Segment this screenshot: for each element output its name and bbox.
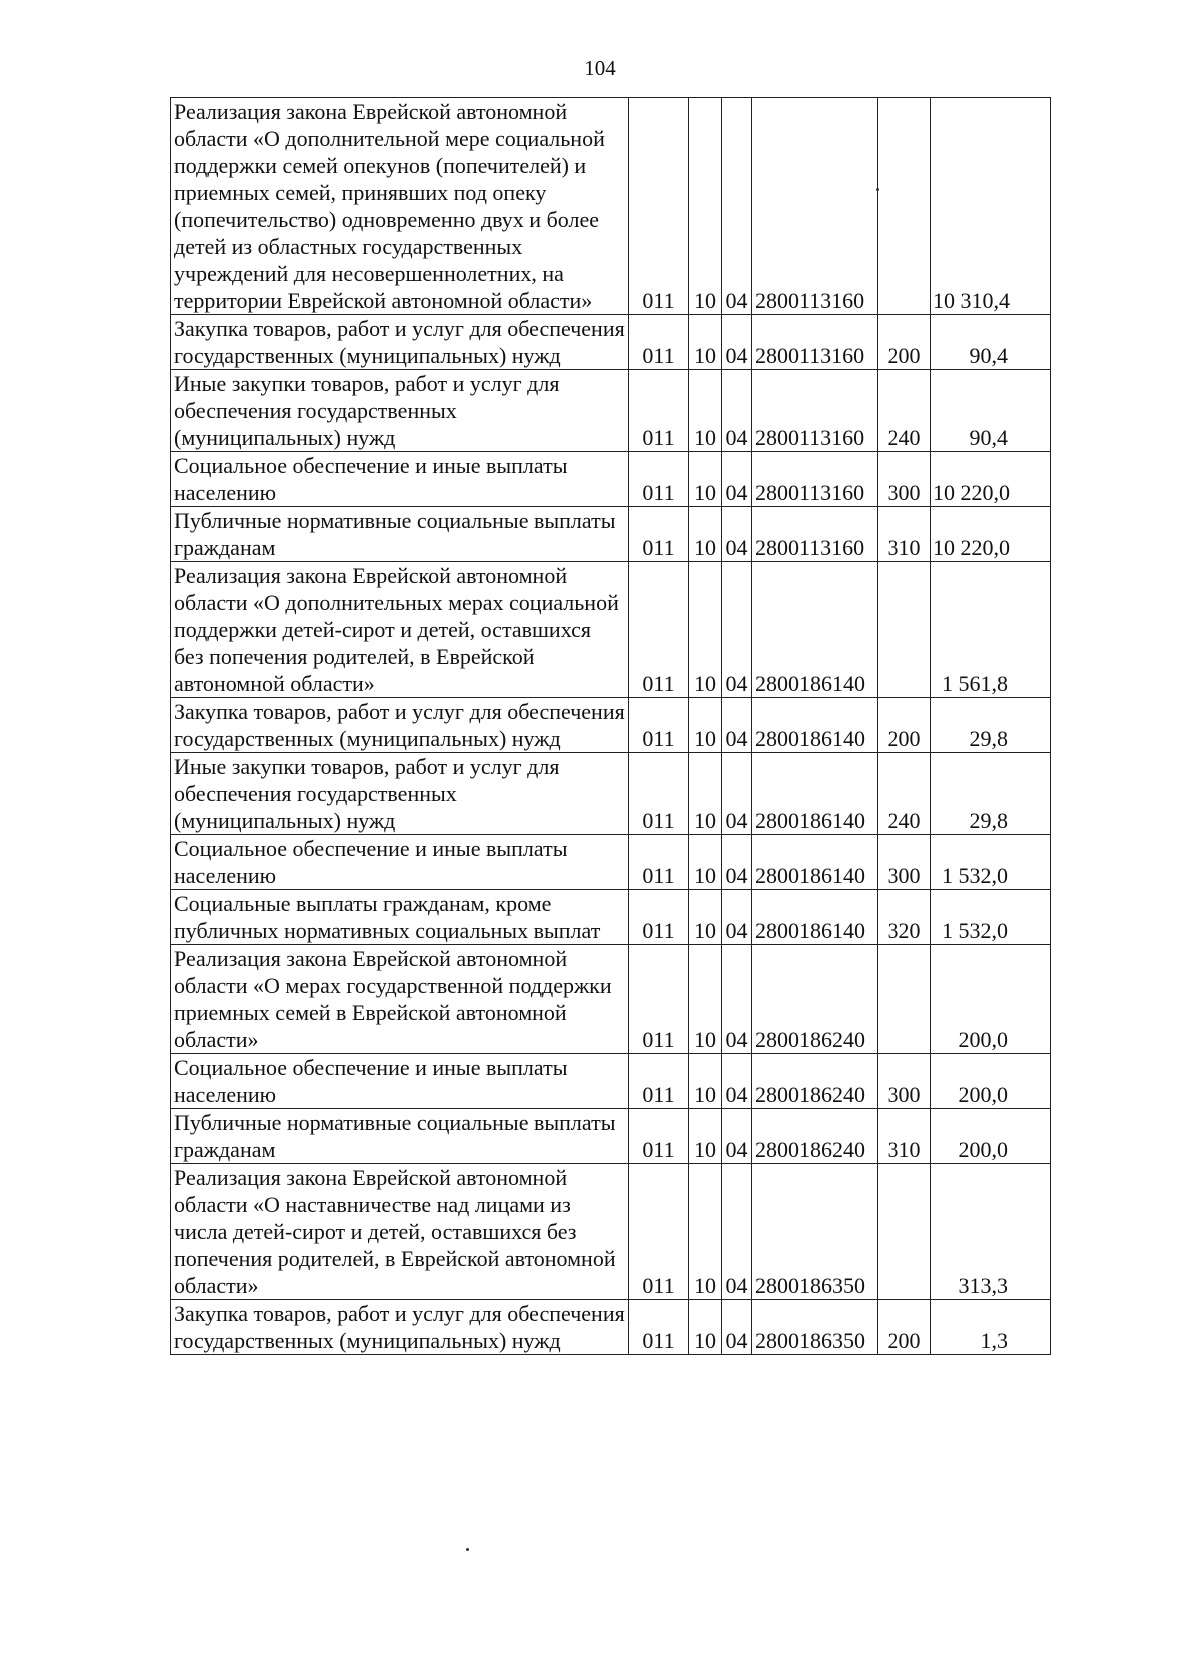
row-name-cell: Закупка товаров, работ и услуг для обеспечения государственных (муниципальных) нужд	[171, 315, 629, 370]
amount-cell: 200,0	[931, 1109, 1051, 1164]
amount-cell: 1 532,0	[931, 835, 1051, 890]
subsection-code-cell: 04	[722, 507, 752, 562]
table-row	[171, 945, 1051, 1054]
amount-cell: 29,8	[931, 698, 1051, 753]
table-row	[171, 370, 1051, 452]
row-name-cell: Иные закупки товаров, работ и услуг для обеспечения государственных (муниципальных) нужд	[171, 370, 629, 452]
amount-cell: 90,4	[931, 315, 1051, 370]
subsection-code-cell: 04	[722, 890, 752, 945]
section-code-cell: 10	[689, 1109, 722, 1164]
table-row	[171, 1054, 1051, 1109]
table-row	[171, 452, 1051, 507]
row-name-cell: Социальное обеспечение и иные выплаты населению	[171, 452, 629, 507]
amount-cell: 29,8	[931, 753, 1051, 835]
amount-cell: 10 220,0	[931, 507, 1051, 562]
target-article-cell: 2800186350	[752, 1300, 878, 1355]
subsection-code-cell: 04	[722, 753, 752, 835]
section-code-cell: 10	[689, 507, 722, 562]
admin-code-cell: 011	[629, 452, 689, 507]
subsection-code-cell: 04	[722, 452, 752, 507]
subsection-code-cell: 04	[722, 98, 752, 315]
page-number: 104	[584, 56, 616, 80]
expense-type-cell: 310	[878, 507, 931, 562]
target-article-cell: 2800186140	[752, 753, 878, 835]
subsection-code-cell: 04	[722, 562, 752, 698]
section-code-cell: 10	[689, 1164, 722, 1300]
row-name-cell: Реализация закона Еврейской автономной области «О наставничестве над лицами из числа детей-сирот и детей, оставшихся без попечения родителей, в Еврейской автономной области»	[171, 1164, 629, 1300]
expense-type-cell	[878, 98, 931, 315]
table-row	[171, 753, 1051, 835]
amount-cell: 1,3	[931, 1300, 1051, 1355]
amount-cell: 1 532,0	[931, 890, 1051, 945]
table-row	[171, 1164, 1051, 1300]
row-name-cell: Реализация закона Еврейской автономной области «О мерах государственной поддержки приемных семей в Еврейской автономной области»	[171, 945, 629, 1054]
table-row	[171, 507, 1051, 562]
expense-type-cell: 300	[878, 452, 931, 507]
table-body	[171, 98, 1051, 1355]
admin-code-cell: 011	[629, 1164, 689, 1300]
section-code-cell: 10	[689, 315, 722, 370]
admin-code-cell: 011	[629, 1109, 689, 1164]
amount-cell: 10 220,0	[931, 452, 1051, 507]
target-article-cell: 2800186350	[752, 1164, 878, 1300]
admin-code-cell: 011	[629, 753, 689, 835]
budget-table	[170, 97, 1051, 1355]
scan-speck	[876, 188, 879, 191]
row-name-cell: Социальное обеспечение и иные выплаты населению	[171, 835, 629, 890]
section-code-cell: 10	[689, 835, 722, 890]
target-article-cell: 2800186240	[752, 945, 878, 1054]
amount-cell: 313,3	[931, 1164, 1051, 1300]
admin-code-cell: 011	[629, 698, 689, 753]
target-article-cell: 2800113160	[752, 315, 878, 370]
expense-type-cell: 320	[878, 890, 931, 945]
amount-cell: 90,4	[931, 370, 1051, 452]
target-article-cell: 2800186140	[752, 835, 878, 890]
expense-type-cell	[878, 945, 931, 1054]
row-name-cell: Реализация закона Еврейской автономной области «О дополнительных мерах социальной поддержки детей-сирот и детей, оставшихся без попечения родителей, в Еврейской автономной области»	[171, 562, 629, 698]
target-article-cell: 2800113160	[752, 370, 878, 452]
section-code-cell: 10	[689, 98, 722, 315]
target-article-cell: 2800113160	[752, 507, 878, 562]
target-article-cell: 2800186140	[752, 698, 878, 753]
section-code-cell: 10	[689, 1054, 722, 1109]
subsection-code-cell: 04	[722, 370, 752, 452]
admin-code-cell: 011	[629, 98, 689, 315]
expense-type-cell: 300	[878, 835, 931, 890]
target-article-cell: 2800113160	[752, 98, 878, 315]
admin-code-cell: 011	[629, 945, 689, 1054]
table-row	[171, 698, 1051, 753]
section-code-cell: 10	[689, 698, 722, 753]
subsection-code-cell: 04	[722, 1300, 752, 1355]
section-code-cell: 10	[689, 452, 722, 507]
expense-type-cell: 200	[878, 315, 931, 370]
table-row	[171, 890, 1051, 945]
amount-cell: 1 561,8	[931, 562, 1051, 698]
table-row	[171, 562, 1051, 698]
admin-code-cell: 011	[629, 890, 689, 945]
table-row	[171, 835, 1051, 890]
row-name-cell: Иные закупки товаров, работ и услуг для обеспечения государственных (муниципальных) нужд	[171, 753, 629, 835]
row-name-cell: Закупка товаров, работ и услуг для обеспечения государственных (муниципальных) нужд	[171, 698, 629, 753]
section-code-cell: 10	[689, 370, 722, 452]
scan-speck	[466, 1548, 469, 1551]
row-name-cell: Публичные нормативные социальные выплаты гражданам	[171, 1109, 629, 1164]
section-code-cell: 10	[689, 753, 722, 835]
admin-code-cell: 011	[629, 315, 689, 370]
amount-cell: 200,0	[931, 1054, 1051, 1109]
admin-code-cell: 011	[629, 835, 689, 890]
expense-type-cell: 200	[878, 698, 931, 753]
section-code-cell: 10	[689, 562, 722, 698]
admin-code-cell: 011	[629, 370, 689, 452]
row-name-cell: Социальное обеспечение и иные выплаты населению	[171, 1054, 629, 1109]
section-code-cell: 10	[689, 1300, 722, 1355]
table-row	[171, 1300, 1051, 1355]
expense-type-cell	[878, 1164, 931, 1300]
subsection-code-cell: 04	[722, 945, 752, 1054]
admin-code-cell: 011	[629, 1054, 689, 1109]
section-code-cell: 10	[689, 890, 722, 945]
table-row	[171, 98, 1051, 315]
row-name-cell: Реализация закона Еврейской автономной области «О дополнительной мере социальной поддержки семей опекунов (попечителей) и приемных семей, принявших под опеку (попечительство) одновременно двух и более детей из областных государственных учреждений для несовершеннолетних, на территории Еврейской автономной области»	[171, 98, 629, 315]
subsection-code-cell: 04	[722, 315, 752, 370]
table-row	[171, 315, 1051, 370]
subsection-code-cell: 04	[722, 835, 752, 890]
admin-code-cell: 011	[629, 1300, 689, 1355]
section-code-cell: 10	[689, 945, 722, 1054]
table-row	[171, 1109, 1051, 1164]
expense-type-cell: 240	[878, 370, 931, 452]
target-article-cell: 2800113160	[752, 452, 878, 507]
subsection-code-cell: 04	[722, 698, 752, 753]
row-name-cell: Публичные нормативные социальные выплаты гражданам	[171, 507, 629, 562]
expense-type-cell: 310	[878, 1109, 931, 1164]
target-article-cell: 2800186240	[752, 1109, 878, 1164]
admin-code-cell: 011	[629, 507, 689, 562]
target-article-cell: 2800186140	[752, 890, 878, 945]
target-article-cell: 2800186140	[752, 562, 878, 698]
target-article-cell: 2800186240	[752, 1054, 878, 1109]
row-name-cell: Закупка товаров, работ и услуг для обеспечения государственных (муниципальных) нужд	[171, 1300, 629, 1355]
admin-code-cell: 011	[629, 562, 689, 698]
row-name-cell: Социальные выплаты гражданам, кроме публичных нормативных социальных выплат	[171, 890, 629, 945]
amount-cell: 10 310,4	[931, 98, 1051, 315]
subsection-code-cell: 04	[722, 1164, 752, 1300]
amount-cell: 200,0	[931, 945, 1051, 1054]
expense-type-cell: 200	[878, 1300, 931, 1355]
subsection-code-cell: 04	[722, 1109, 752, 1164]
subsection-code-cell: 04	[722, 1054, 752, 1109]
expense-type-cell: 240	[878, 753, 931, 835]
expense-type-cell: 300	[878, 1054, 931, 1109]
expense-type-cell	[878, 562, 931, 698]
